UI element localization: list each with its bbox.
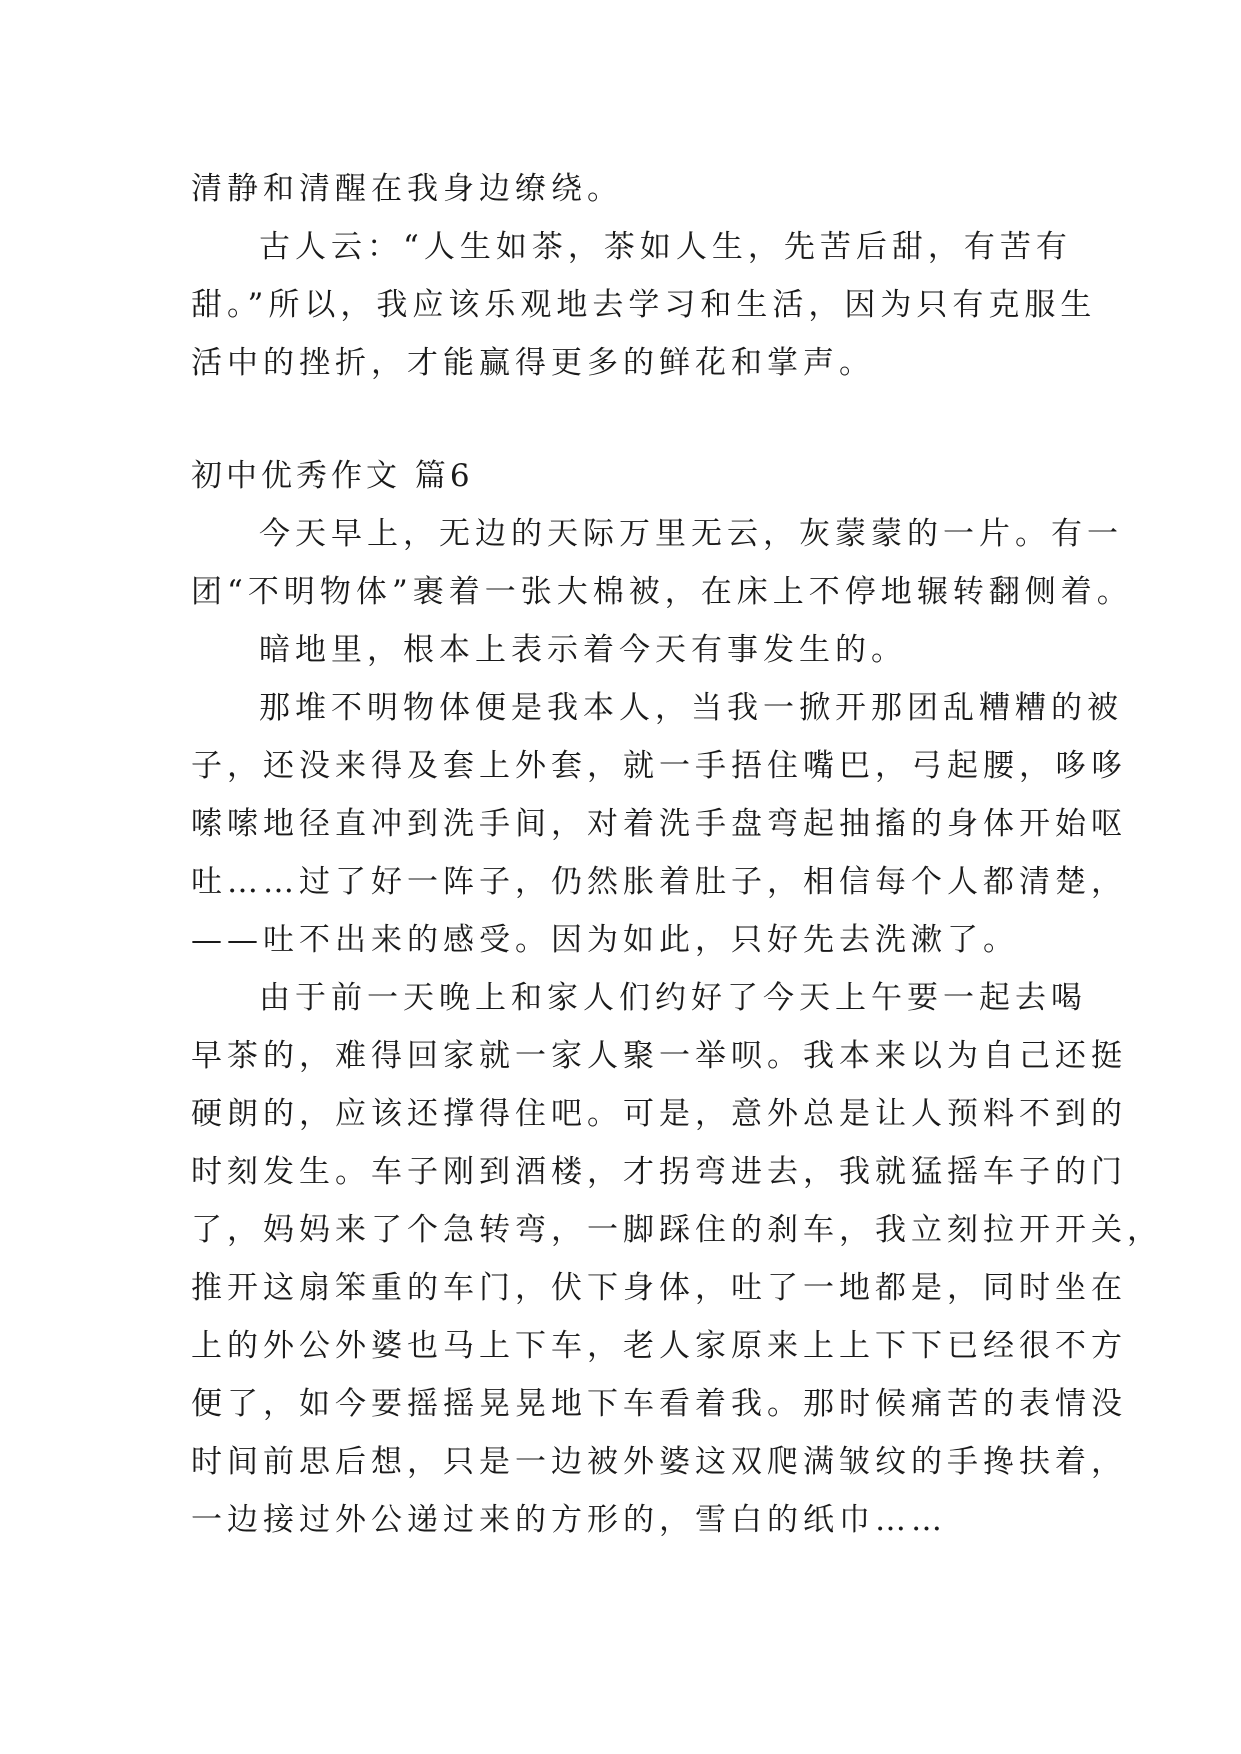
text-line: 嗦嗦地径直冲到洗手间，对着洗手盘弯起抽搐的身体开始呕 — [191, 806, 1127, 842]
text-line: 时刻发生。车子刚到酒楼，才拐弯进去，我就猛摇车子的门 — [191, 1154, 1127, 1190]
essay-paragraph-1 — [191, 505, 1133, 621]
text-line: 子，还没来得及套上外套，就一手捂住嘴巴，弓起腰，哆哆 — [191, 748, 1127, 784]
text-line: 上的外公外婆也马上下车，老人家原来上上下下已经很不方 — [191, 1328, 1127, 1364]
text-line: 今天早上，无边的天际万里无云，灰蒙蒙的一片。有一 — [259, 516, 1123, 552]
text-line: 早茶的，难得回家就一家人聚一举呗。我本来以为自己还挺 — [191, 1038, 1127, 1074]
section-heading: 初中优秀作文 篇6 — [191, 458, 474, 494]
text-line: 团“不明物体”裹着一张大棉被，在床上不停地辗转翻侧着。 — [191, 574, 1133, 610]
document-page — [191, 160, 1163, 1549]
text-line: 暗地里，根本上表示着今天有事发生的。 — [259, 632, 907, 668]
paragraph-1 — [191, 160, 1061, 218]
essay-paragraph-3 — [191, 679, 1127, 969]
text-line: 由于前一天晚上和家人们约好了今天上午要一起去喝 — [259, 980, 1087, 1016]
text-line: 了，妈妈来了个急转弯，一脚踩住的刹车，我立刻拉开开关， — [191, 1212, 1163, 1248]
essay-paragraph-4 — [191, 969, 1163, 1549]
text-line: ——吐不出来的感受。因为如此，只好先去洗漱了。 — [191, 922, 1019, 958]
text-line: 推开这扇笨重的车门，伏下身体，吐了一地都是，同时坐在 — [191, 1270, 1127, 1306]
text-line: 一边接过外公递过来的方形的，雪白的纸巾…… — [191, 1502, 947, 1538]
text-line: 便了，如今要摇摇晃晃地下车看着我。那时候痛苦的表情没 — [191, 1386, 1127, 1422]
text-line: 活中的挫折，才能赢得更多的鲜花和掌声。 — [191, 345, 875, 381]
text-line: 那堆不明物体便是我本人，当我一掀开那团乱糟糟的被 — [259, 690, 1123, 726]
paragraph-2 — [191, 218, 1097, 392]
text-line: 硬朗的，应该还撑得住吧。可是，意外总是让人预料不到的 — [191, 1096, 1127, 1132]
essay-paragraph-2 — [191, 621, 1061, 679]
section-gap — [191, 392, 1061, 447]
text-line: 清静和清醒在我身边缭绕。 — [191, 171, 623, 207]
text-line: 古人云：“人生如茶，茶如人生，先苦后甜，有苦有 — [259, 229, 1072, 265]
text-line: 甜。”所以，我应该乐观地去学习和生活，因为只有克服生 — [191, 287, 1097, 323]
text-line: 吐……过了好一阵子，仍然胀着肚子，相信每个人都清楚， — [191, 864, 1127, 900]
text-line: 时间前思后想，只是一边被外婆这双爬满皱纹的手搀扶着， — [191, 1444, 1127, 1480]
